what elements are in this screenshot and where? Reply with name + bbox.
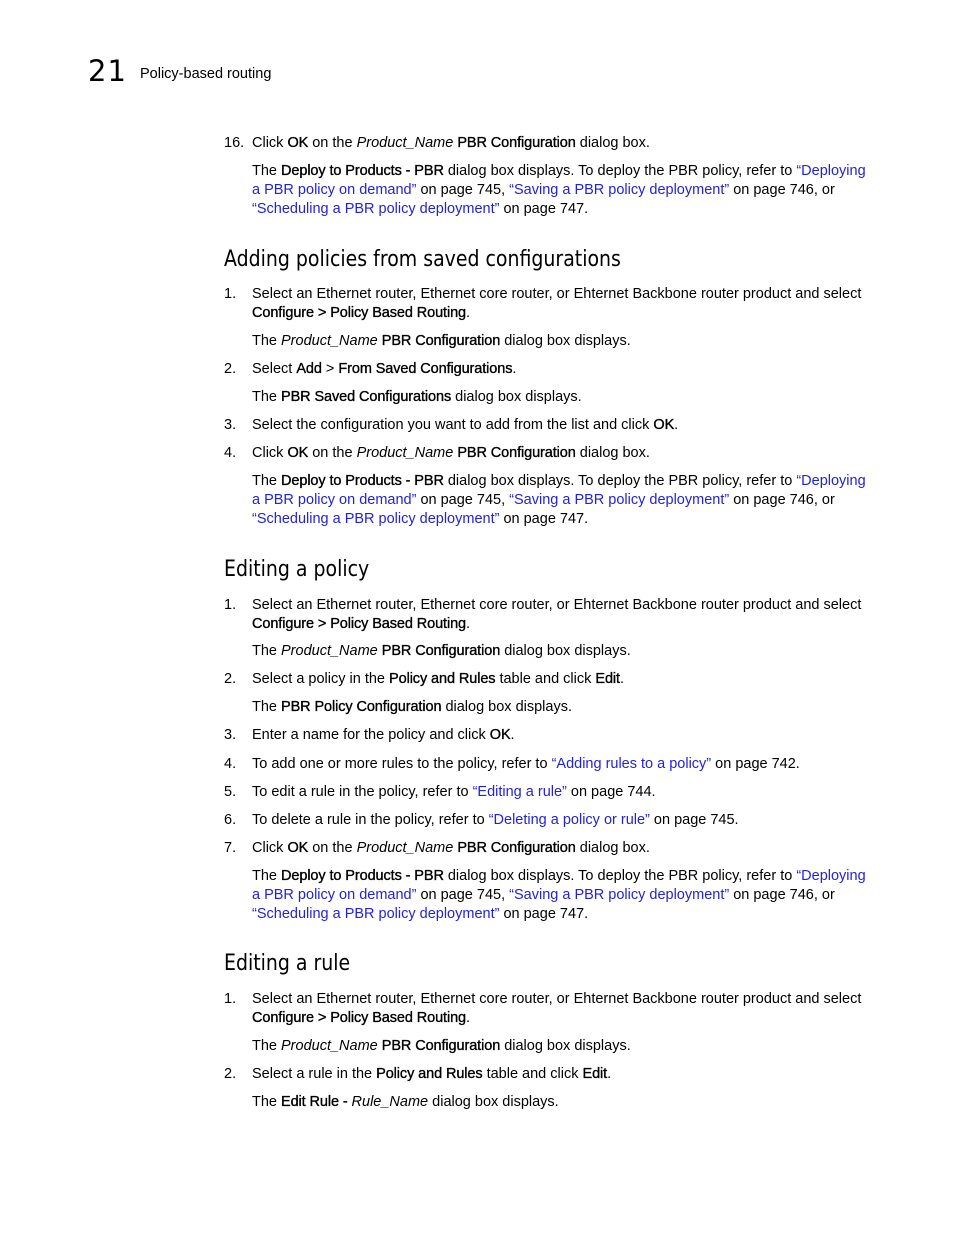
link-saving[interactable]: “Saving a PBR policy deployment”	[509, 182, 730, 198]
step-result: The Product_Name PBR Configuration dialog box displays.	[252, 333, 631, 349]
link-deploying[interactable]: “Deploying a PBR policy on demand”	[252, 473, 866, 508]
step-text: Click OK on the Product_Name PBR Configuration dialog box.	[252, 840, 650, 856]
step-text: Select an Ethernet router, Ethernet core router, or Ehternet Backbone router product and select Configure > Policy Based Routing.	[252, 597, 862, 632]
step-number: 2.	[224, 1066, 237, 1082]
step-text: Select a policy in the Policy and Rules table and click Edit.	[252, 671, 625, 687]
chapter-number: 21	[88, 54, 127, 88]
step-result: The PBR Policy Configuration dialog box displays.	[252, 699, 572, 715]
step-text: Enter a name for the policy and click OK.	[252, 727, 515, 743]
step-number: 1.	[224, 286, 237, 302]
step-number: 16.	[224, 135, 245, 151]
link-scheduling[interactable]: “Scheduling a PBR policy deployment”	[252, 906, 500, 922]
link-deploying[interactable]: “Deploying a PBR policy on demand”	[252, 868, 866, 903]
step-result: The PBR Saved Configurations dialog box displays.	[252, 389, 582, 405]
step-text: Click OK on the Product_Name PBR Configuration dialog box.	[252, 445, 650, 461]
step-result: The Product_Name PBR Configuration dialog box displays.	[252, 643, 631, 659]
step-number: 2.	[224, 671, 237, 687]
step-text: Select Add > From Saved Configurations.	[252, 361, 517, 377]
step-number: 5.	[224, 784, 237, 800]
step-text: To add one or more rules to the policy, refer to “Adding rules to a policy” on page 742.	[252, 756, 800, 772]
step-number: 6.	[224, 812, 237, 828]
step-number: 4.	[224, 756, 237, 772]
link-saving[interactable]: “Saving a PBR policy deployment”	[509, 887, 730, 903]
step-result: The Product_Name PBR Configuration dialog box displays.	[252, 1038, 631, 1054]
step-number: 7.	[224, 840, 237, 856]
link-scheduling[interactable]: “Scheduling a PBR policy deployment”	[252, 511, 500, 527]
link-saving[interactable]: “Saving a PBR policy deployment”	[509, 492, 730, 508]
link-scheduling[interactable]: “Scheduling a PBR policy deployment”	[252, 201, 500, 217]
step-number: 1.	[224, 991, 237, 1007]
step-text: Select the configuration you want to add from the list and click OK.	[252, 417, 679, 433]
step-text: To edit a rule in the policy, refer to “Editing a rule” on page 744.	[252, 784, 656, 800]
step-text: Select an Ethernet router, Ethernet core router, or Ehternet Backbone router product and select Configure > Policy Based Routing.	[252, 286, 862, 321]
step-text: Select a rule in the Policy and Rules table and click Edit.	[252, 1066, 612, 1082]
step-number: 4.	[224, 445, 237, 461]
section-heading: Adding policies from saved configurations	[224, 247, 621, 272]
step-result: The Deploy to Products - PBR dialog box displays. To deploy the PBR policy, refer to “Deploying a PBR policy on demand” on page 745, “Saving a PBR policy deployment” on page 746, or “Scheduling a PBR policy deployment” on page 747.	[252, 868, 866, 922]
link-adding-rules[interactable]: “Adding rules to a policy”	[551, 756, 712, 772]
step-text: Select an Ethernet router, Ethernet core router, or Ehternet Backbone router product and select Configure > Policy Based Routing.	[252, 991, 862, 1026]
link-deleting-policy[interactable]: “Deleting a policy or rule”	[488, 812, 650, 828]
step-number: 3.	[224, 417, 237, 433]
step-text: To delete a rule in the policy, refer to “Deleting a policy or rule” on page 745.	[252, 812, 739, 828]
section-heading: Editing a policy	[224, 557, 370, 582]
step-text: Click OK on the Product_Name PBR Configuration dialog box.	[252, 135, 650, 151]
section-heading: Editing a rule	[224, 951, 351, 976]
step-result: The Deploy to Products - PBR dialog box displays. To deploy the PBR policy, refer to “Deploying a PBR policy on demand” on page 745, “Saving a PBR policy deployment” on page 746, or “Scheduling a PBR policy deployment” on page 747.	[252, 163, 866, 217]
link-editing-rule[interactable]: “Editing a rule”	[472, 784, 567, 800]
step-number: 1.	[224, 597, 237, 613]
step-result: The Edit Rule - Rule_Name dialog box displays.	[252, 1094, 559, 1110]
chapter-title: Policy-based routing	[140, 66, 272, 82]
step-number: 2.	[224, 361, 237, 377]
step-result: The Deploy to Products - PBR dialog box displays. To deploy the PBR policy, refer to “Deploying a PBR policy on demand” on page 745, “Saving a PBR policy deployment” on page 746, or “Scheduling a PBR policy deployment” on page 747.	[252, 473, 866, 527]
step-number: 3.	[224, 727, 237, 743]
link-deploying[interactable]: “Deploying a PBR policy on demand”	[252, 163, 866, 198]
